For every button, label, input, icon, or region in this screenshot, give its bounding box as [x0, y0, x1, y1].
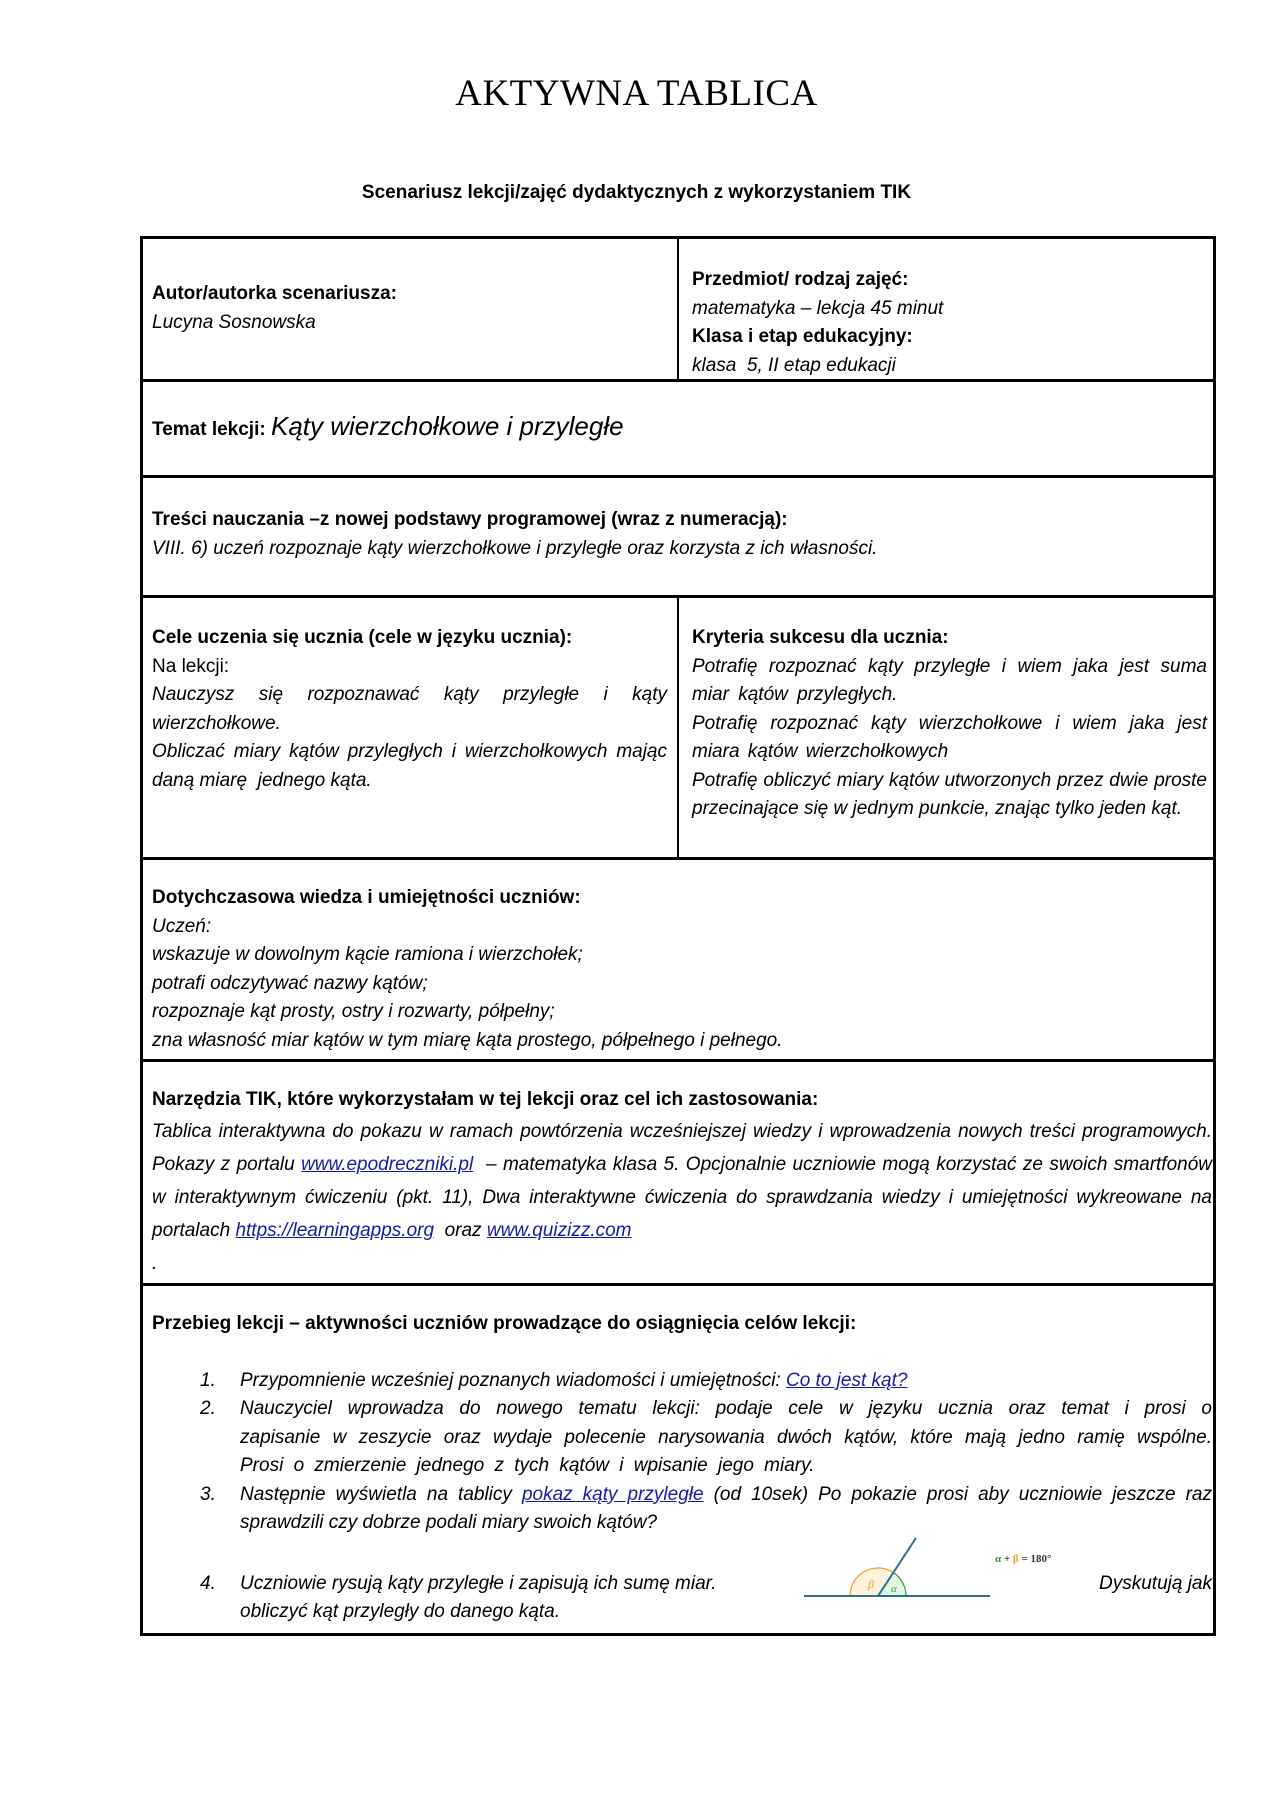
topic-cell [152, 412, 1202, 445]
step-text: Nauczyciel wprowadza do nowego tematu lekcji: podaje cele w języku ucznia oraz temat i prosi o zapisanie w zeszycie oraz wydaje polecenie narysowania dwóch kątów, które mają jedno ramię wspólne. Prosi o zmierzenie jednego z tych kątów i wpisanie jego miary. [240, 1398, 1212, 1476]
prior-knowledge-cell [152, 884, 1202, 1055]
epodreczniki-link[interactable]: www.epodreczniki.pl [301, 1153, 474, 1175]
quizizz-link[interactable]: www.quizizz.com [486, 1219, 632, 1241]
step-text: Dyskutują jak [1099, 1572, 1212, 1594]
success-criterion: Potrafię rozpoznać kąty wierzchołkowe i wiem jaka jest miara kątów wierzchołkowych [692, 712, 1207, 762]
beta-label: β [868, 1577, 874, 1591]
success-criteria-label: Kryteria sukcesu dla ucznia: [692, 627, 949, 648]
prior-knowledge-intro: Uczeń: [152, 915, 212, 937]
step-number: 2. [200, 1398, 216, 1419]
author-label: Autor/autorka scenariusza: [152, 283, 397, 304]
prior-knowledge-item: potrafi odczytywać nazwy kątów; [152, 972, 428, 994]
prior-knowledge-label: Dotychczasowa wiedza i umiejętności uczniów: [152, 887, 581, 908]
goals-cell [152, 624, 673, 795]
tools-text: . [152, 1252, 158, 1274]
success-criterion: Potrafię rozpoznać kąty przyległe i wiem jaka jest suma miar kątów przyległych. [692, 655, 1207, 705]
step-text: Przypomnienie wcześniej poznanych wiadomości i umiejętności: [240, 1369, 786, 1391]
step-number: 4. [200, 1572, 216, 1594]
goal-item: Obliczać miary kątów przyległych i wierzchołkowych mając daną miarę jednego kąta. [152, 741, 673, 791]
topic-label: Temat lekcji: [152, 419, 266, 440]
row-divider [140, 1283, 1216, 1286]
step-text: (od 10sek) Po pokazie prosi aby uczniowie jeszcze raz sprawdzili czy dobrze podali miary swoich kątów? [240, 1483, 1212, 1533]
tools-cell [152, 1086, 1218, 1280]
alpha-label: α [891, 1583, 897, 1595]
tools-text: Tablica interaktywna do pokazu w ramach powtórzenia wcześniejszej wiedzy i wprowadzenia nowych treści programowych. Pokazy z portalu [152, 1120, 1218, 1175]
pokaz-katy-przylegle-link[interactable]: pokaz kąty przyległe [521, 1483, 704, 1505]
column-divider [677, 236, 679, 381]
step-number: 1. [200, 1369, 216, 1391]
adjacent-angles-icon [800, 1530, 1100, 1610]
subject-label: Przedmiot/ rodzaj zajęć: [692, 269, 909, 290]
tools-description [152, 1115, 1218, 1280]
author-cell [152, 280, 667, 337]
page-title: AKTYWNA TABLICA [455, 73, 818, 114]
goals-intro: Na lekcji: [152, 655, 230, 677]
step-number: 3. [200, 1483, 216, 1505]
lesson-step [152, 1481, 1212, 1538]
step-text: Uczniowie rysują kąty przyległe i zapisują ich sumę miar. [240, 1572, 717, 1594]
author-value: Lucyna Sosnowska [152, 311, 316, 333]
tools-text: – matematyka klasa 5. Opcjonalnie uczniowie mogą korzystać ze swoich smartfonów w interaktywnym ćwiczeniu (pkt. 11), Dwa interaktywne ćwiczenia do sprawdzania wiedzy i umiejętności wykreowane na portalach [152, 1153, 1218, 1241]
row-divider [140, 475, 1216, 478]
curriculum-label: Treści nauczania –z nowej podstawy programowej (wraz z numeracją): [152, 509, 788, 530]
lesson-step [152, 1395, 1212, 1481]
prior-knowledge-item: rozpoznaje kąt prosty, ostry i rozwarty, półpełny; [152, 1001, 555, 1022]
prior-knowledge-item: zna własność miar kątów w tym miarę kąta prostego, półpełnego i pełnego. [152, 1029, 783, 1051]
sum-formula: α + β = 180° [995, 1553, 1052, 1565]
curriculum-cell [152, 506, 1202, 563]
row-divider [140, 1059, 1216, 1062]
co-to-jest-kat-link[interactable]: Co to jest kąt? [785, 1369, 908, 1391]
adjacent-angles-diagram [800, 1530, 1100, 1610]
class-label: Klasa i etap edukacyjny: [692, 326, 913, 347]
goal-item: Nauczysz się rozpoznawać kąty przyległe i kąty wierzchołkowe. [152, 684, 667, 734]
prior-knowledge-item: wskazuje w dowolnym kącie ramiona i wierzchołek; [152, 944, 583, 965]
page-subtitle: Scenariusz lekcji/zajęć dydaktycznych z wykorzystaniem TIK [361, 182, 912, 203]
topic-value: Kąty wierzchołkowe i przyległe [270, 411, 624, 441]
lesson-step [152, 1367, 1212, 1396]
success-criteria-cell [692, 624, 1207, 824]
column-divider [677, 596, 679, 859]
subject-value: matematyka – lekcja 45 minut [692, 297, 944, 319]
tools-text: oraz [434, 1219, 487, 1241]
success-criterion: Potrafię obliczyć miary kątów utworzonych przez dwie proste przecinające się w jednym punkcie, znając tylko jeden kąt. [692, 769, 1207, 819]
goals-label: Cele uczenia się ucznia (cele w języku ucznia): [152, 627, 573, 648]
curriculum-value: VIII. 6) uczeń rozpoznaje kąty wierzchołkowe i przyległe oraz korzysta z ich własności. [152, 537, 878, 559]
step-text: obliczyć kąt przyległy do danego kąta. [240, 1601, 561, 1622]
tools-label: Narzędzia TIK, które wykorzystałam w tej lekcji oraz cel ich zastosowania: [152, 1089, 819, 1110]
subject-cell [692, 266, 1207, 380]
step-text: Następnie wyświetla na tablicy [240, 1483, 522, 1505]
lesson-flow-label: Przebieg lekcji – aktywności uczniów prowadzące do osiągnięcia celów lekcji: [152, 1313, 857, 1334]
class-value: klasa 5, II etap edukacji [692, 354, 896, 376]
learningapps-link[interactable]: https://learningapps.org [235, 1219, 435, 1241]
